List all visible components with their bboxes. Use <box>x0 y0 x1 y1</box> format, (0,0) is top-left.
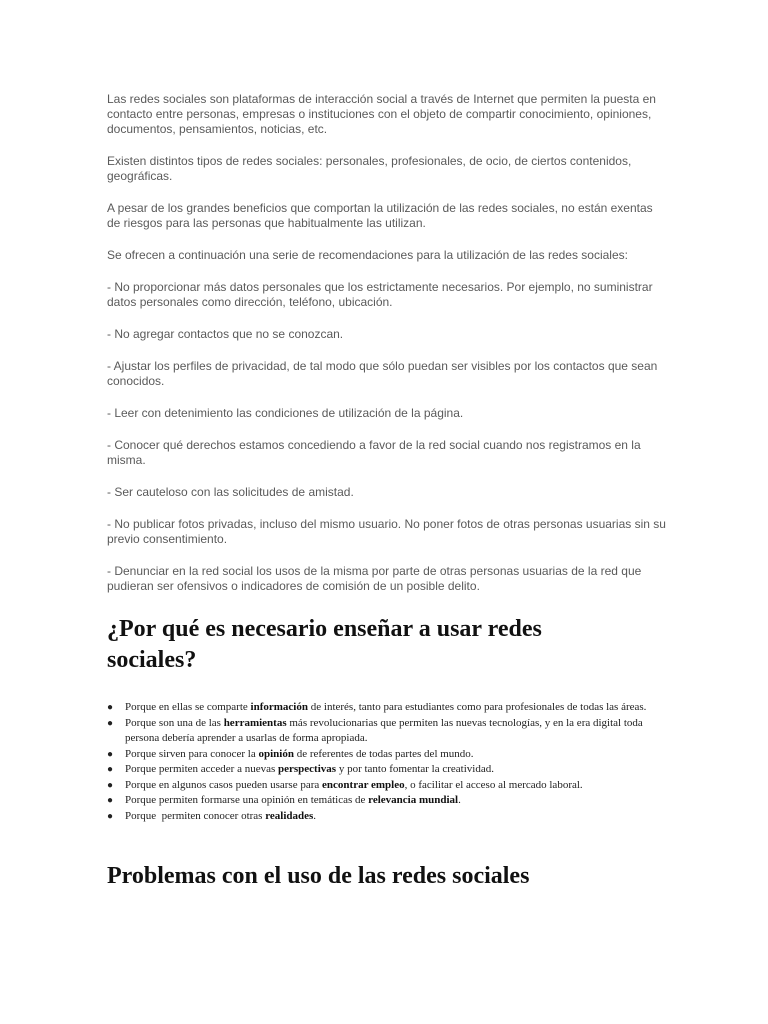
paragraph: Existen distintos tipos de redes sociales: personales, profesionales, de ocio, de ciertos contenidos, geográficas. <box>107 154 632 183</box>
section-heading-problems: Problemas con el uso de las redes sociales <box>107 863 530 889</box>
section-heading-why: ¿Por qué es necesario enseñar a usar redes sociales? <box>107 616 542 673</box>
recommendation-item: - Denunciar en la red social los usos de la misma por parte de otras personas usuarias de la red que pudieran ser ofensivos o indicadores de comisión de un posible delito. <box>107 564 642 593</box>
list-item: ● Porque son una de las herramientas más revolucionarias que permiten las nuevas tecnologías, y en la era digital toda persona debería aprender a usarlas de forma apropiada. <box>107 716 643 744</box>
reasons-list <box>107 700 667 824</box>
bullet-icon: ● <box>107 717 114 729</box>
recommendation-item: - Leer con detenimiento las condiciones de utilización de la página. <box>107 406 464 420</box>
recommendation-item: - No proporcionar más datos personales que los estrictamente necesarios. Por ejemplo, no suministrar datos personales como dirección, teléfono, ubicación. <box>107 280 653 309</box>
recommendation-item: - Ajustar los perfiles de privacidad, de tal modo que sólo puedan ser visibles por los contactos que sean conocidos. <box>107 359 658 388</box>
recommendation-item: - No publicar fotos privadas, incluso del mismo usuario. No poner fotos de otras personas usuarias sin su previo consentimiento. <box>107 517 666 546</box>
bullet-icon: ● <box>107 748 114 760</box>
bullet-icon: ● <box>107 764 114 775</box>
document-body <box>107 92 667 892</box>
bullet-icon: ● <box>107 702 114 713</box>
list-item: ● Porque en algunos casos pueden usarse para encontrar empleo, o facilitar el acceso al mercado laboral. <box>107 778 667 794</box>
paragraph: Se ofrecen a continuación una serie de recomendaciones para la utilización de las redes sociales: <box>107 248 628 262</box>
paragraph: A pesar de los grandes beneficios que comportan la utilización de las redes sociales, no están exentas de riesgos para las personas que habitualmente las utilizan. <box>107 201 653 230</box>
recommendation-item: - Ser cauteloso con las solicitudes de amistad. <box>107 485 354 499</box>
paragraph: Las redes sociales son plataformas de interacción social a través de Internet que permiten la puesta en contacto entre personas, empresas o instituciones con el objeto de compartir conocimiento, opiniones, documentos, pensamientos, noticias, etc. <box>107 92 656 136</box>
list-item: ● Porque permiten acceder a nuevas perspectivas y por tanto fomentar la creatividad. <box>107 762 667 778</box>
bullet-icon: ● <box>107 779 114 791</box>
recommendation-item: - Conocer qué derechos estamos concediendo a favor de la red social cuando nos registramos en la misma. <box>107 438 641 467</box>
list-item: ● Porque permiten conocer otras realidades. <box>107 809 667 825</box>
bullet-icon: ● <box>107 810 114 822</box>
list-item: ● Porque sirven para conocer la opinión de referentes de todas partes del mundo. <box>107 747 667 763</box>
bullet-icon: ● <box>107 795 114 806</box>
list-item: ● Porque permiten formarse una opinión en temáticas de relevancia mundial. <box>107 793 667 809</box>
recommendation-item: - No agregar contactos que no se conozcan. <box>107 327 344 341</box>
list-item: ● Porque en ellas se comparte información de interés, tanto para estudiantes como para profesionales de todas las áreas. <box>107 700 667 716</box>
